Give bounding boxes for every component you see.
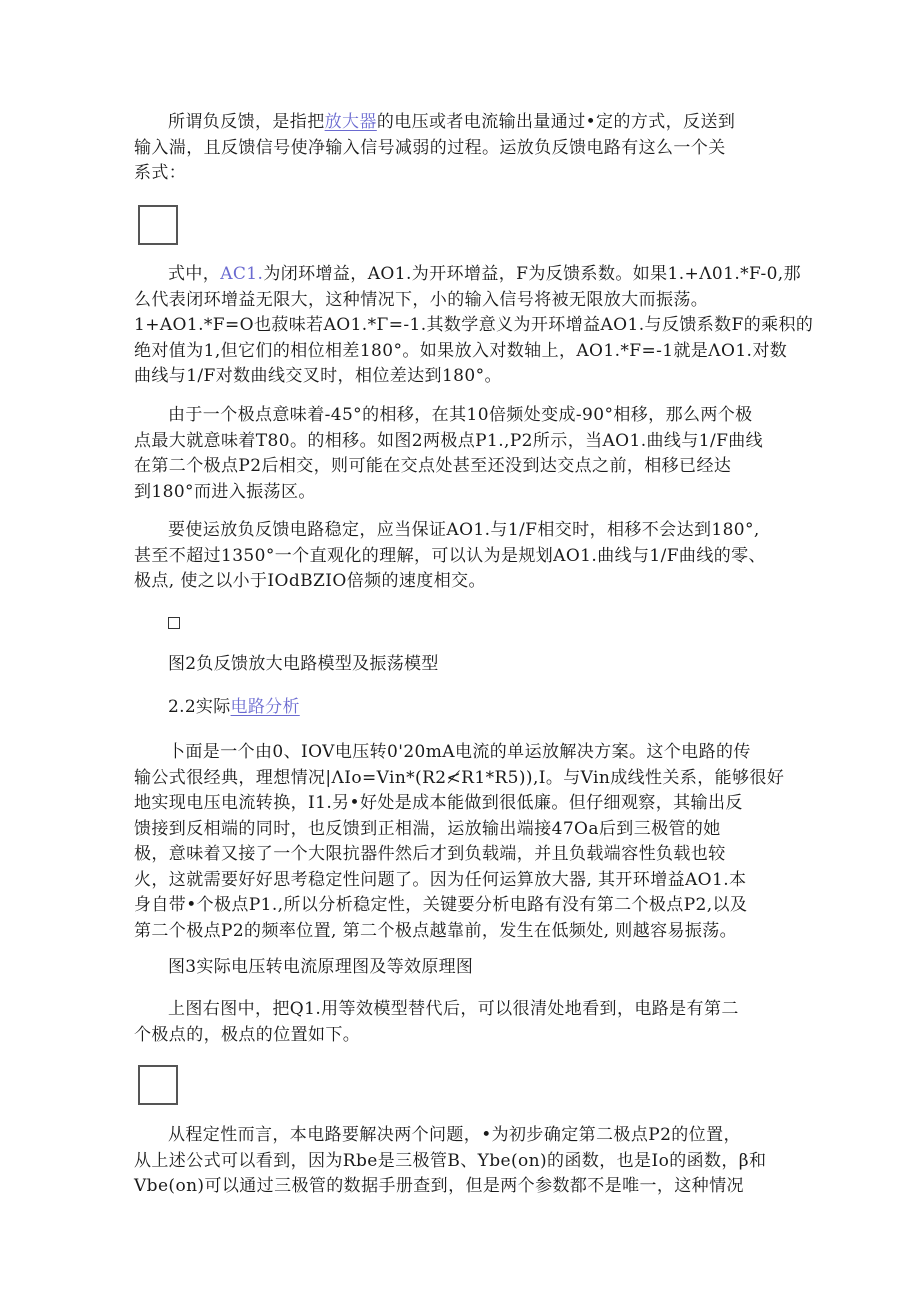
text-line: 到180°而进入振荡区。 [134,481,316,502]
text-run: 的电压或者电流输出量通过•定的方式，反送到 [376,112,736,132]
section-number: 2.2实际 [168,697,231,717]
text-run: 所谓负反馈，是指把 [168,112,325,132]
text-line: 极，意味着又接了一个大限抗器件然后才到负载端，并且负载端容性负载也较 [134,844,726,864]
text-line: 系式： [134,163,187,183]
text-line: 甚至不超过1350°一个直观化的理解，可以认为是规划AO1.曲线与1/F曲线的零、 [134,545,766,566]
text-line: 从程定性而言，本电路要解决两个问题，•为初步确定第二极点P2的位置， [168,1125,741,1145]
text-line: 输公式很经典，理想情况|ΛIo=Vin*(R2≮R1*R5)),I。与Vin成线性关系，能够很好 [134,767,785,788]
closed-loop-gain-symbol: AC1. [220,264,264,284]
text-run: 式中， [168,264,221,284]
paragraph-stability-condition [134,518,784,595]
text-line: 由于一个极点意味着-45°的相移，在其10倍频处变成-90°相移，那么两个极 [168,405,753,425]
text-line: 馈接到反相端的同时，也反馈到正相湍，运放输出端接47Oa后到三极管的她 [134,818,721,839]
text-line: 绝对值为1,但它们的相位相差180°。如果放入对数轴上，AO1.*F=-1就是ΛO1.对数 [134,340,788,361]
text-line: 卜面是一个由0、IOV电压转0'20mA电流的单运放解决方案。这个电路的传 [168,742,751,762]
text-line: 1+AO1.*F=O也菽味若AO1.*Γ=-1.其数学意义为开环增益AO1.与反馈系数F的乘积的 [134,315,814,335]
text-line: 在第二个极点P2后相交，则可能在交点处甚至还没到达交点之前，相移已经达 [134,456,732,476]
text-line: 点最大就意味着T80。的相移。如图2两极点P1.,P2所示，当AO1.曲线与1/F曲线 [134,430,764,451]
paragraph-formula-explanation [134,262,814,390]
text-line: 曲线与1/F对数曲线交叉时，相位差达到180°。 [134,366,502,386]
text-line: 身自带•个极点P1.,所以分析稳定性，关键要分析电路有没有第二个极点P2,以及 [134,895,748,915]
amplifier-link[interactable]: 放大器 [324,112,377,132]
text-line [134,110,784,136]
paragraph-pole-phase-shift [134,403,784,505]
text-run: 为闭环增益，AO1.为开环增益，F为反馈系数。如果1.+Λ01.*F-0,那 [263,264,802,284]
paragraph-stability-problems [134,1123,784,1200]
figure2-image-placeholder [168,617,180,629]
paragraph-negative-feedback-definition [134,110,784,187]
text-line: 个极点的，极点的位置如下。 [134,1024,361,1045]
section-heading [168,695,300,720]
text-line: Vbe(on)可以通过三极管的数据手册查到，但是两个参数都不是唯一，这种情况 [134,1176,744,1196]
text-line: 极点, 使之以小于IOdBZIO倍频的速度相交。 [134,571,486,591]
text-line: 么代表闭环增益无限大，这种情况下，小的输入信号将被无限放大而振荡。 [134,289,709,310]
figure2-caption: 图2负反馈放大电路模型及振荡模型 [168,654,439,674]
text-line: 输入湍，且反馈信号使净输入信号减弱的过程。运放负反馈电路有这么一个关 [134,137,726,158]
text-line: 地实现电压电流转换，I1.另•好处是成本能做到很低廉。但仔细观察，其输出反 [134,793,743,813]
paragraph-circuit-description [134,740,784,944]
circuit-analysis-link[interactable]: 电路分析 [230,697,300,717]
text-line [134,262,802,288]
text-line: 火，这就需要好好思考稳定性问题了。因为任何运算放大器, 其开环增益AO1.本 [134,869,747,890]
figure3-caption: 图3实际电压转电流原理图及等效原理图 [168,957,474,977]
formula-image-placeholder [138,205,178,245]
text-line: 从上述公式可以看到，因为Rbe是三极管B、Ybe(on)的函数，也是Io的函数，β和 [134,1150,767,1171]
text-line: 上图右图中，把Q1.用等效模型替代后，可以很清处地看到，电路是有第二 [168,999,739,1019]
text-line: 第二个极点P2的频率位置, 第二个极点越靠前，发生在低频处, 则越容易振荡。 [134,920,738,941]
formula-image-placeholder [138,1065,178,1105]
paragraph-equivalent-model [134,997,784,1048]
text-line: 要使运放负反馈电路稳定，应当保证AO1.与1/F相交时，相移不会达到180°, [168,520,760,540]
